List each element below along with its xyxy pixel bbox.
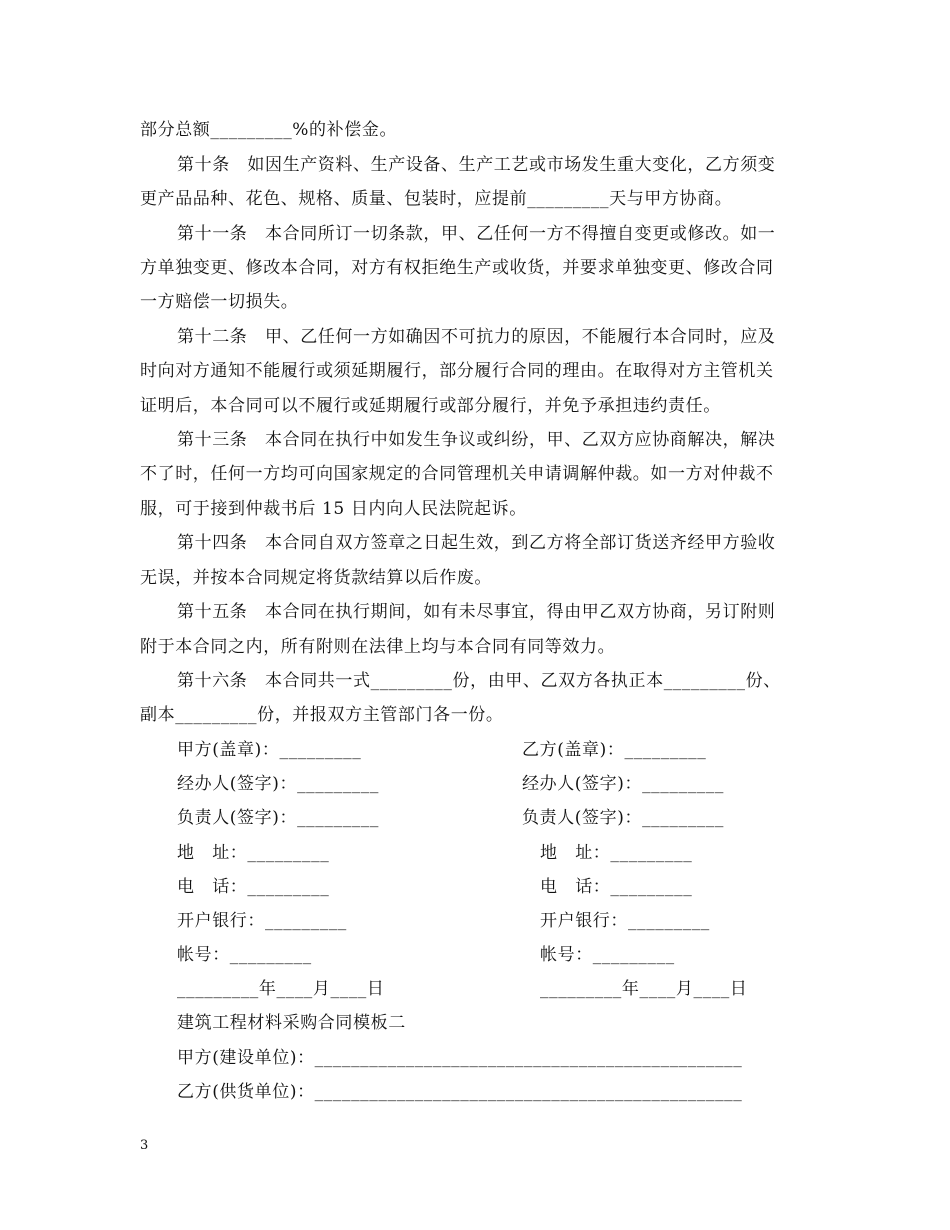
- article-12-line: 第十二条 甲、乙任何一方如确因不可抗力的原因，不能履行本合同时，应及: [177, 327, 776, 347]
- party-b-principal: 负责人(签字)：_________: [522, 808, 724, 828]
- article-11-line: 一方赔偿一切损失。: [140, 292, 299, 312]
- article-13-line: 服，可于接到仲裁书后 15 日内向人民法院起诉。: [140, 499, 527, 519]
- party-b-seal: 乙方(盖章)：_________: [522, 740, 707, 760]
- party-a-address: 地 址：_________: [177, 843, 330, 863]
- party-a-agent: 经办人(签字)：_________: [177, 774, 379, 794]
- party-a-seal: 甲方(盖章)：_________: [177, 740, 362, 760]
- party-a-phone: 电 话：_________: [177, 877, 330, 897]
- party-b-phone: 电 话：_________: [540, 877, 693, 897]
- article-12-line: 时向对方通知不能履行或须延期履行，部分履行合同的理由。在取得对方主管机关: [140, 361, 774, 381]
- article-15-line: 附于本合同之内，所有附则在法律上均与本合同有同等效力。: [140, 637, 616, 657]
- template-2-title: 建筑工程材料采购合同模板二: [177, 1013, 406, 1033]
- paragraph-line: 部分总额_________%的补偿金。: [140, 120, 398, 140]
- article-13-line: 不了时，任何一方均可向国家规定的合同管理机关申请调解仲裁。如一方对仲裁不: [140, 464, 774, 484]
- party-b-account: 帐号：_________: [540, 945, 675, 965]
- article-11-line: 方单独变更、修改本合同，对方有权拒绝生产或收货，并要求单独变更、修改合同: [140, 258, 774, 278]
- article-16-line: 第十六条 本合同共一式_________份，由甲、乙双方各执正本_________份、: [177, 671, 781, 691]
- page-number: 3: [140, 1138, 149, 1153]
- article-14-line: 第十四条 本合同自双方签章之日起生效，到乙方将全部订货送齐经甲方验收: [177, 533, 776, 553]
- party-b-bank: 开户银行：_________: [540, 911, 710, 931]
- article-11-line: 第十一条 本合同所订一切条款，甲、乙任何一方不得擅自变更或修改。如一: [177, 224, 776, 244]
- party-a-bank: 开户银行：_________: [177, 911, 347, 931]
- article-13-line: 第十三条 本合同在执行中如发生争议或纠纷，甲、乙双方应协商解决，解决: [177, 430, 776, 450]
- article-10-line: 更产品品种、花色、规格、质量、包装时，应提前_________天与甲方协商。: [140, 189, 733, 209]
- party-b-address: 地 址：_________: [540, 843, 693, 863]
- article-15-line: 第十五条 本合同在执行期间，如有未尽事宜，得由甲乙双方协商，另订附则: [177, 602, 776, 622]
- template-2-party-b: 乙方(供货单位)：_______________________________________________: [177, 1082, 743, 1102]
- article-14-line: 无误，并按本合同规定将货款结算以后作废。: [140, 568, 492, 588]
- template-2-party-a: 甲方(建设单位)：_______________________________________________: [177, 1048, 743, 1068]
- party-b-date: _________年____月____日: [540, 979, 748, 999]
- party-a-account: 帐号：_________: [177, 945, 312, 965]
- party-b-agent: 经办人(签字)：_________: [522, 774, 724, 794]
- party-a-principal: 负责人(签字)：_________: [177, 808, 379, 828]
- article-12-line: 证明后，本合同可以不履行或延期履行或部分履行，并免予承担违约责任。: [140, 396, 721, 416]
- article-16-line: 副本_________份，并报双方主管部门各一份。: [140, 705, 504, 725]
- party-a-date: _________年____月____日: [177, 979, 385, 999]
- article-10-line: 第十条 如因生产资料、生产设备、生产工艺或市场发生重大变化，乙方须变: [177, 155, 776, 175]
